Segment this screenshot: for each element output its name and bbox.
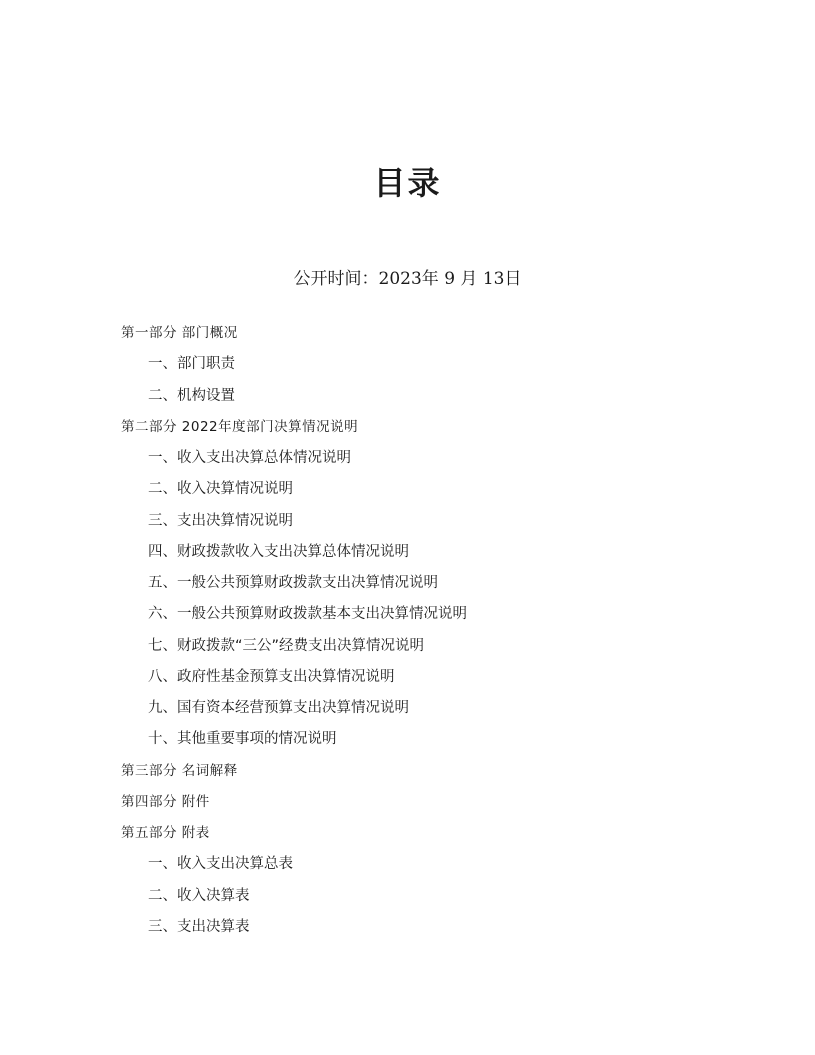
toc-item[interactable]: 二、机构设置 [148,387,235,404]
toc-item[interactable]: 七、财政拨款“三公”经费支出决算情况说明 [148,637,425,654]
toc-item[interactable]: 二、收入决算表 [148,887,250,904]
toc-item[interactable]: 五、一般公共预算财政拨款支出决算情况说明 [148,575,438,591]
toc-item[interactable]: 一、部门职责 [148,356,235,373]
toc-item[interactable]: 三、支出决算情况说明 [148,512,293,529]
toc-item[interactable]: 三、支出决算表 [148,918,250,935]
publish-date: 公开时间：2023年 9 月 13日 [293,269,522,289]
toc-item[interactable]: 四、财政拨款收入支出决算总体情况说明 [148,543,409,560]
toc-part-2[interactable]: 第二部分 2022年度部门决算情况说明 [121,418,359,435]
toc-item[interactable]: 九、国有资本经营预算支出决算情况说明 [148,700,409,716]
toc-part-5[interactable]: 第五部分 附表 [121,825,210,841]
toc-part-1[interactable]: 第一部分 部门概况 [121,325,238,341]
toc-item[interactable]: 十、其他重要事项的情况说明 [148,731,337,748]
toc-part-4[interactable]: 第四部分 附件 [121,793,210,810]
toc-item[interactable]: 八、政府性基金预算支出决算情况说明 [148,668,395,685]
toc-part-3[interactable]: 第三部分 名词解释 [121,762,238,779]
toc-item[interactable]: 一、收入支出决算总体情况说明 [148,450,351,466]
toc-item[interactable]: 二、收入决算情况说明 [148,481,293,498]
page-title: 目录 [373,164,442,202]
toc-item[interactable]: 一、收入支出决算总表 [148,856,293,873]
toc-item[interactable]: 六、一般公共预算财政拨款基本支出决算情况说明 [148,606,467,623]
table-of-contents [0,318,815,943]
